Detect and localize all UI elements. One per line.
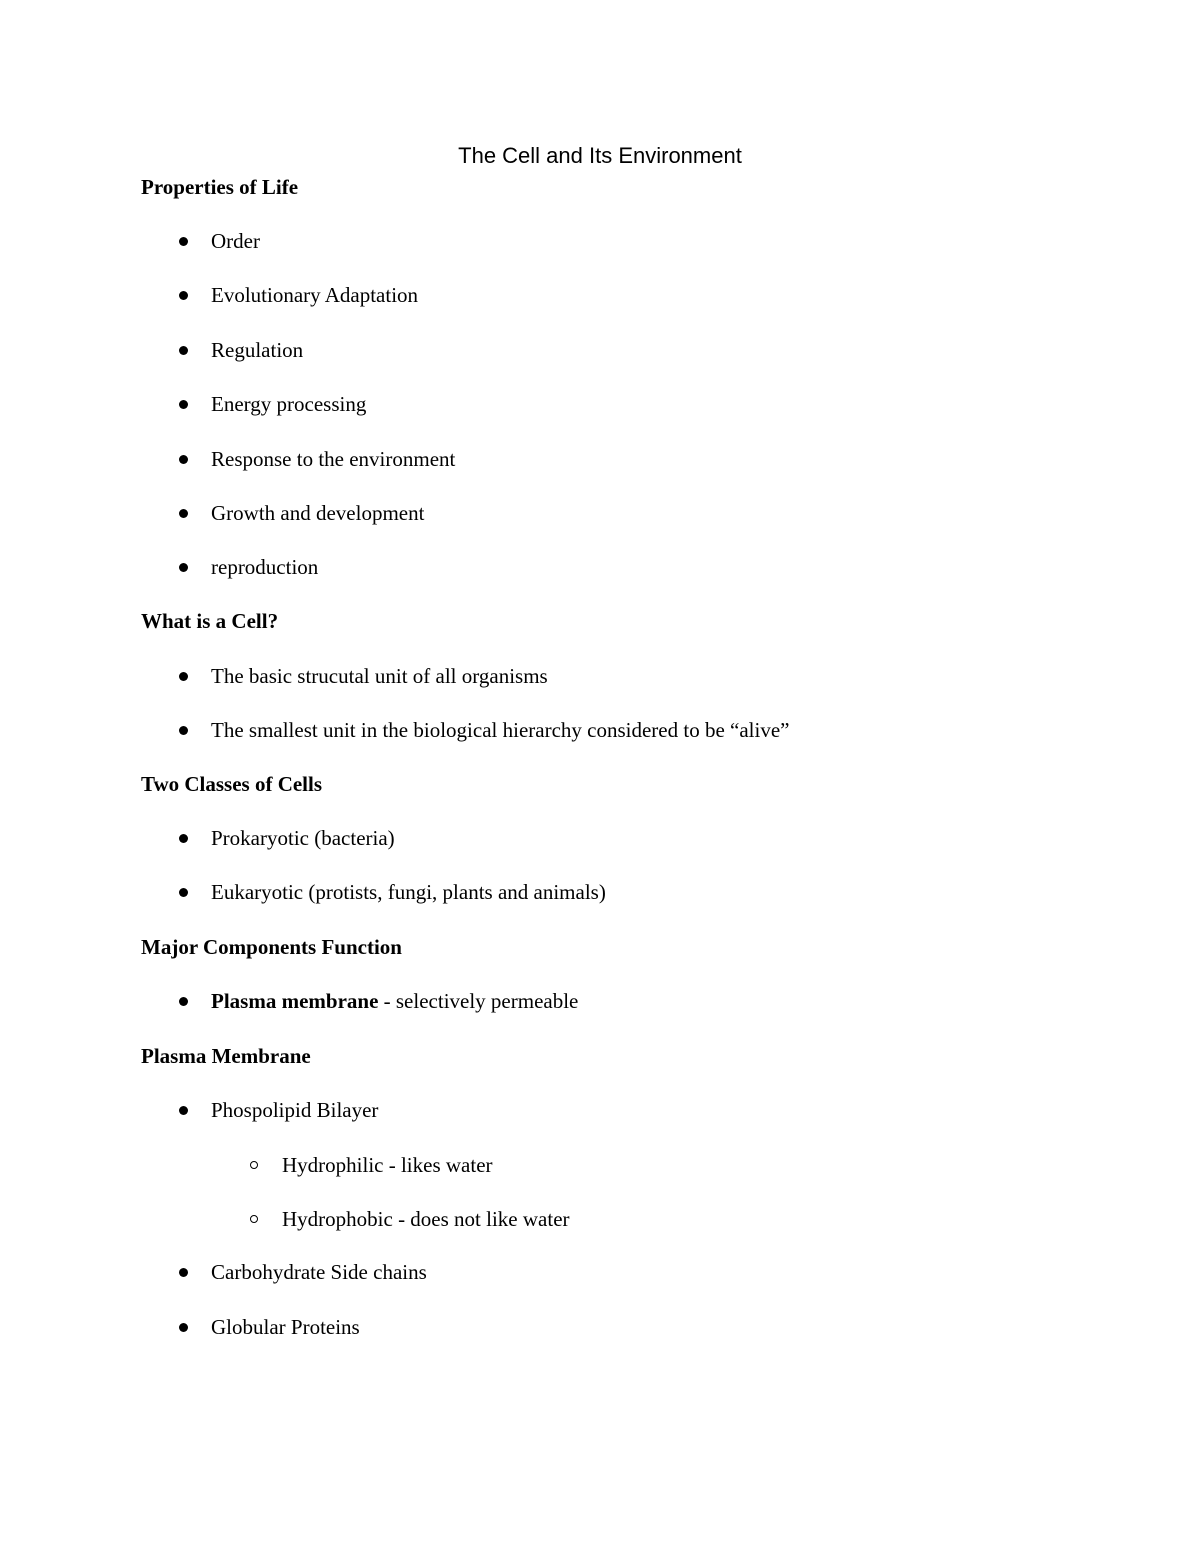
list-item: Eukaryotic (protists, fungi, plants and animals) [211, 880, 606, 904]
bullet-icon [179, 1268, 188, 1277]
section-heading-major-components: Major Components Function [141, 935, 402, 959]
list-item: Phospolipid Bilayer [211, 1098, 379, 1122]
bullet-icon [179, 291, 188, 300]
bullet-icon [179, 1323, 188, 1332]
list-item: Carbohydrate Side chains [211, 1260, 427, 1284]
bullet-icon [179, 888, 188, 897]
document-title: The Cell and Its Environment [458, 143, 742, 168]
list-item: Response to the environment [211, 447, 456, 471]
list-item: Growth and development [211, 501, 425, 525]
bullet-icon [179, 672, 188, 681]
bullet-icon [179, 563, 188, 572]
bullet-icon [179, 509, 188, 518]
bullet-icon [179, 237, 188, 246]
term-description: - selectively permeable [378, 989, 579, 1013]
list-item: Prokaryotic (bacteria) [211, 826, 395, 850]
sub-list-item: Hydrophilic - likes water [282, 1153, 493, 1177]
section-heading-two-classes: Two Classes of Cells [141, 772, 323, 796]
section-heading-what-is-cell: What is a Cell? [141, 609, 279, 633]
list-item [211, 987, 578, 1015]
section-heading-properties: Properties of Life [141, 175, 299, 199]
list-item: Globular Proteins [211, 1315, 360, 1339]
list-item: Order [211, 229, 260, 253]
hollow-bullet-icon [250, 1215, 258, 1223]
bullet-icon [179, 346, 188, 355]
bullet-icon [179, 455, 188, 464]
list-item: The smallest unit in the biological hierarchy considered to be “alive” [211, 718, 790, 742]
bullet-icon [179, 997, 188, 1006]
bullet-icon [179, 400, 188, 409]
bullet-icon [179, 834, 188, 843]
list-item: The basic strucutal unit of all organisms [211, 664, 548, 688]
hollow-bullet-icon [250, 1161, 258, 1169]
list-item: Energy processing [211, 392, 367, 416]
bullet-icon [179, 726, 188, 735]
list-item: reproduction [211, 555, 319, 579]
list-item: Evolutionary Adaptation [211, 283, 419, 307]
list-item: Regulation [211, 338, 304, 362]
section-heading-plasma-membrane: Plasma Membrane [141, 1044, 311, 1068]
term-label: Plasma membrane [211, 989, 379, 1013]
bullet-icon [179, 1106, 188, 1115]
sub-list-item: Hydrophobic - does not like water [282, 1207, 570, 1231]
